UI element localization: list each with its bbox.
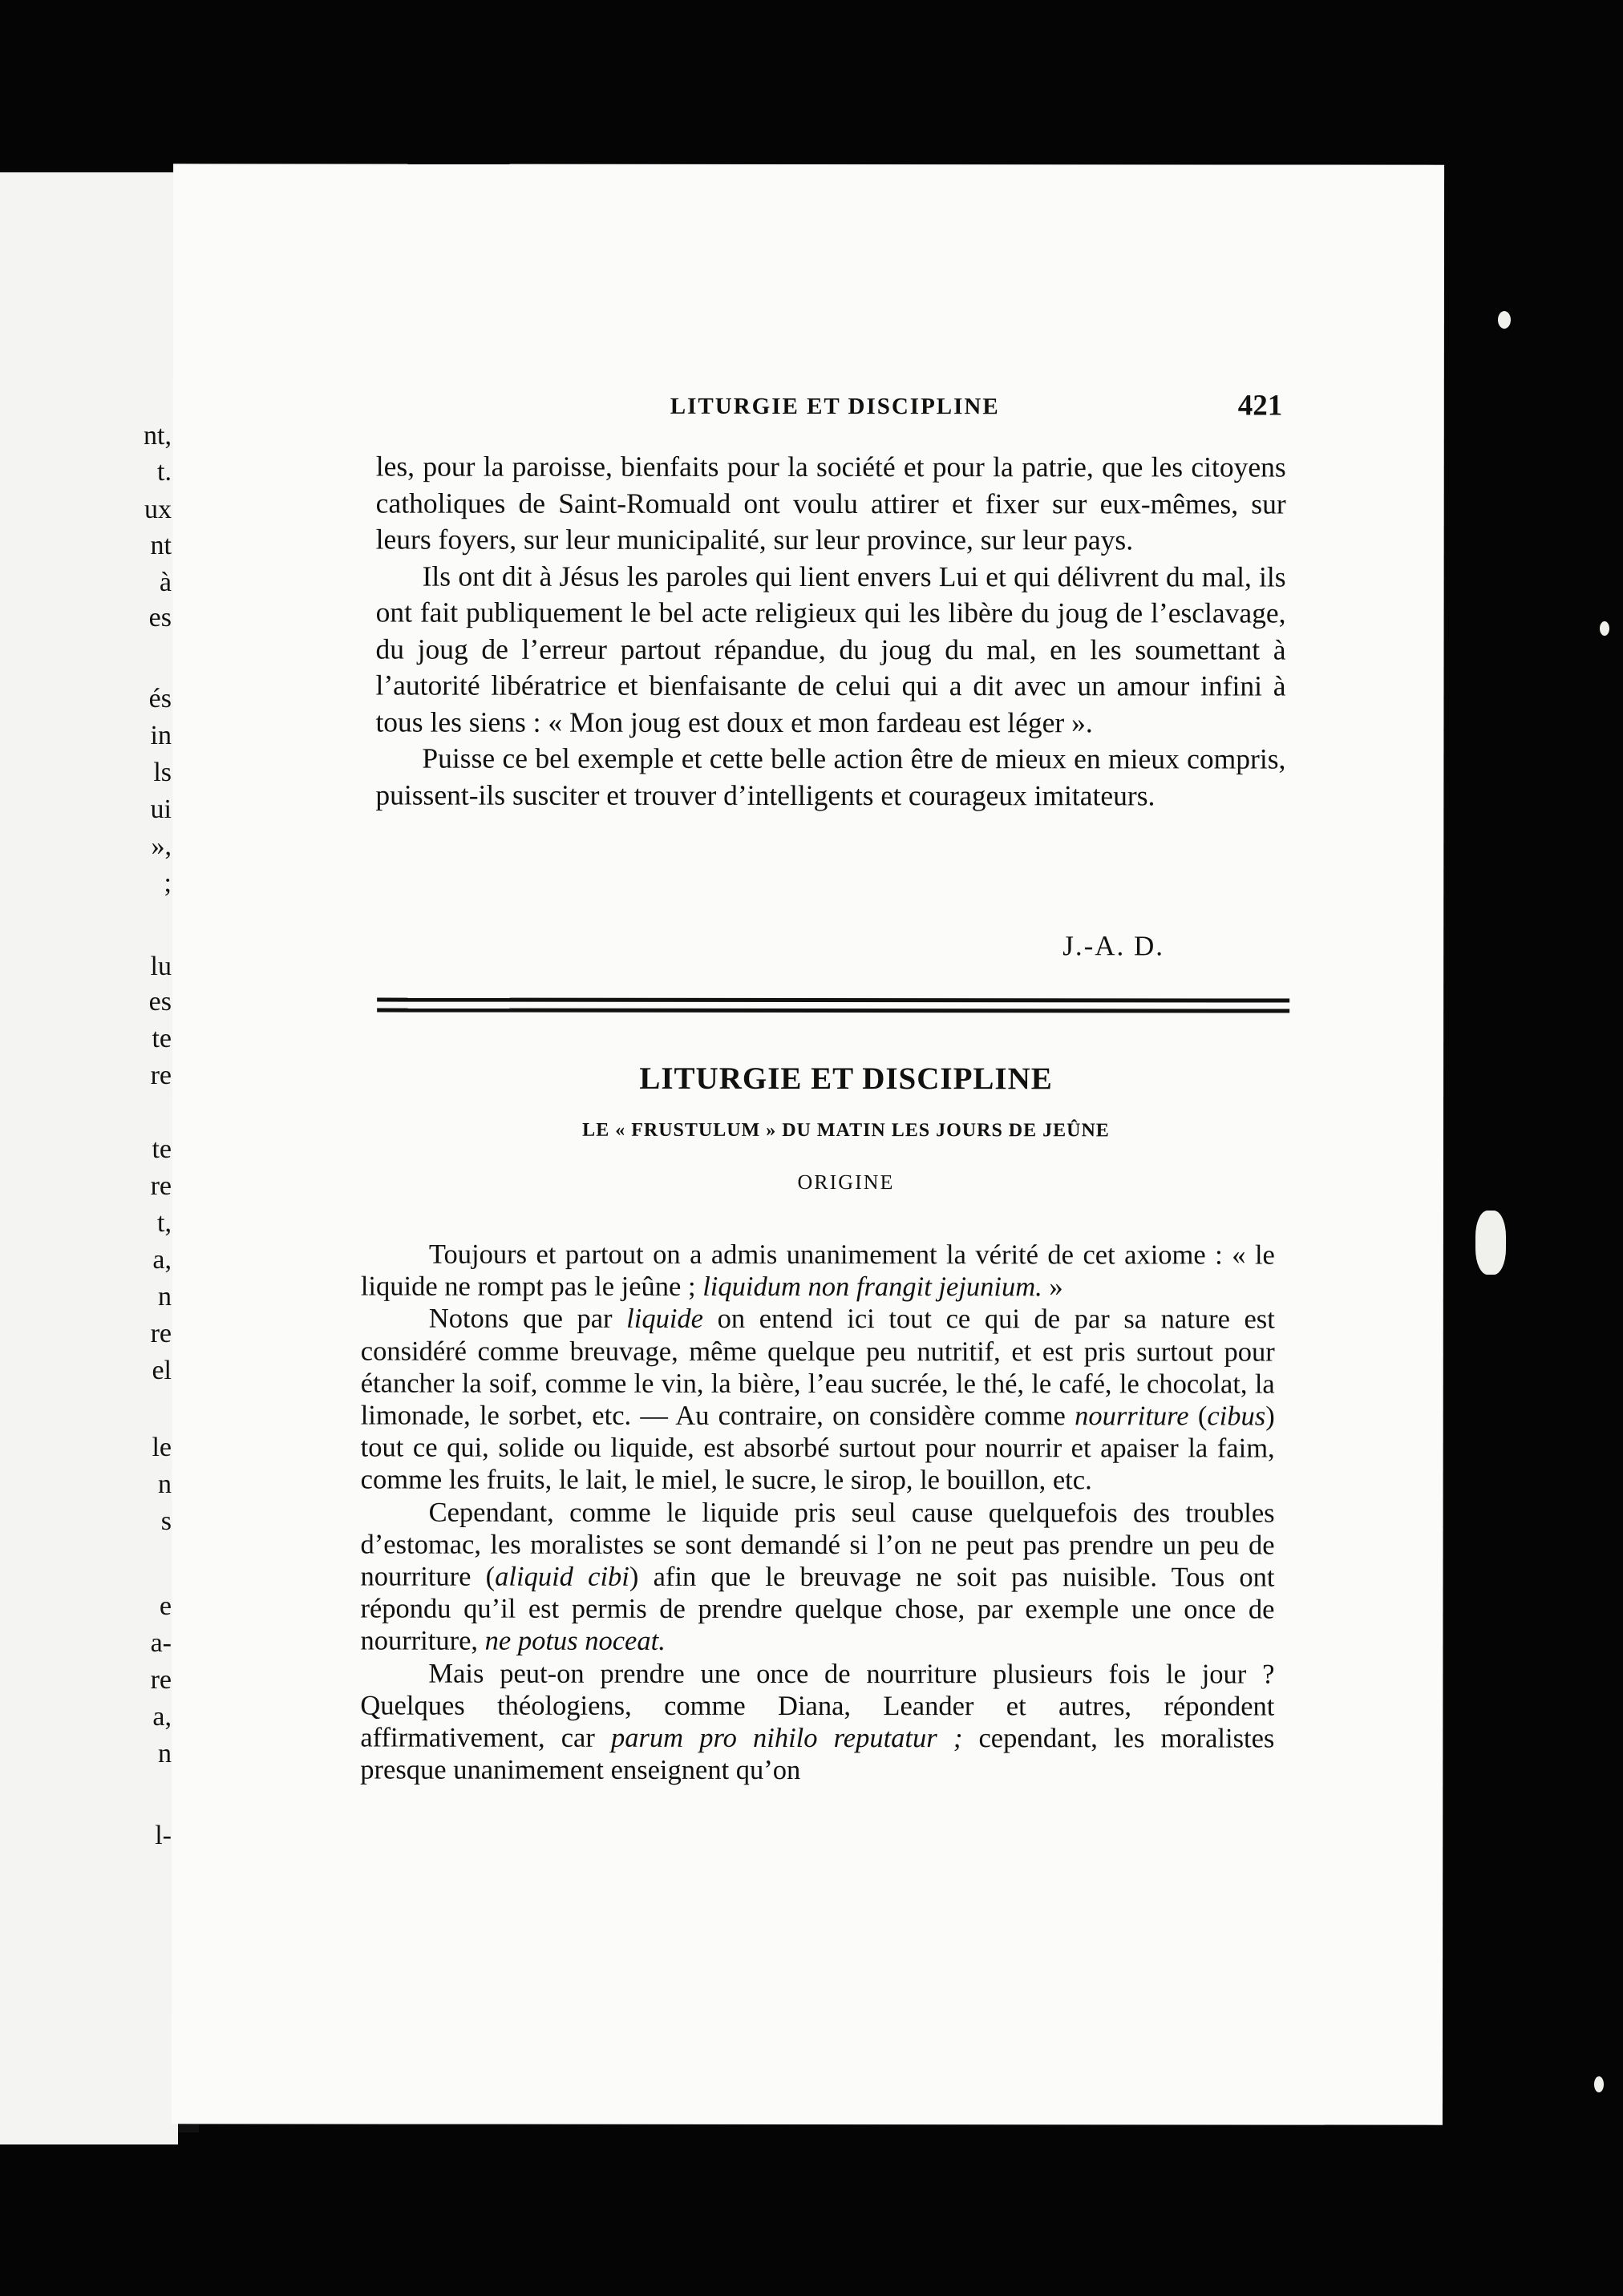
left-page-fragment: t. <box>157 457 172 487</box>
running-head: LITURGIE ET DISCIPLINE <box>670 393 1000 420</box>
text-run: ( <box>1188 1401 1208 1432</box>
left-page-fragment: ; <box>164 868 172 898</box>
left-page-fragment: re <box>150 1061 172 1090</box>
left-page-fragment: és <box>148 684 172 713</box>
left-page-fragment: à <box>159 568 172 597</box>
left-page-fragment: ux <box>144 495 172 524</box>
continued-article <box>375 449 1285 815</box>
author-signature: J.-A. D. <box>1062 930 1165 962</box>
left-page-fragment: », <box>151 831 172 861</box>
scan-speck <box>1498 311 1511 329</box>
term: liquide <box>626 1304 704 1335</box>
paragraph <box>361 1303 1275 1497</box>
latin-phrase: aliquid cibi <box>495 1561 629 1592</box>
text-run: ) tout ce qui, solide ou liquide, est absorbé surtout pour nourrir et apaiser la faim, comme les fruits, le lait, le miel, le sucre, le sirop, le bouillon, etc. <box>360 1401 1275 1496</box>
article-body <box>360 1239 1275 1787</box>
left-page-fragment: es <box>148 987 172 1017</box>
paragraph: Ils ont dit à Jésus les paroles qui lient envers Lui et qui délivrent du mal, ils ont fait publiquement le bel acte religieux qui les libère du joug de l’esclavage, du joug de l’erreur partout répandue, du joug du mal, en les soumettant à l’autorité libératrice et bienfaisante de celui qui a dit avec un amour infini à tous les siens : « Mon joug est doux et mon fardeau est léger ». <box>375 560 1286 738</box>
left-page-fragment: e <box>159 1591 172 1621</box>
text-run: Notons que par <box>428 1303 627 1335</box>
scan-speck <box>1475 1211 1506 1275</box>
left-page-fragment: n <box>158 1282 172 1312</box>
left-page-fragment: nt, <box>144 421 172 451</box>
left-page-fragment: el <box>152 1356 172 1385</box>
paragraph <box>360 1657 1274 1787</box>
left-page-fragment: a- <box>150 1628 172 1658</box>
section-divider <box>377 998 1289 1003</box>
paragraph: Puisse ce bel exemple et cette belle action être de mieux en mieux compris, puissent-ils susciter et trouver d’intelligents et courageux imitateurs. <box>375 742 1286 811</box>
left-page-fragment: a, <box>152 1702 172 1732</box>
left-page-fragment: le <box>152 1433 172 1462</box>
text-run: cependant, les moralistes presque unanimement enseignent qu’on <box>360 1723 1275 1786</box>
latin-phrase: cibus <box>1207 1401 1266 1432</box>
scan-speck <box>1594 2076 1604 2092</box>
left-page-fragment: n <box>158 1469 172 1499</box>
left-page-fragment: ui <box>150 794 172 824</box>
section-title: LITURGIE ET DISCIPLINE <box>639 1061 1053 1097</box>
text-run: Toujours et partout on a admis unanimement la vérité de cet axiome : « le liquide ne rompt pas le jeûne ; <box>360 1239 1275 1303</box>
left-page-fragment: re <box>150 1171 172 1201</box>
paragraph <box>361 1239 1275 1304</box>
text-run: ) afin que le breuvage ne soit pas nuisible. Tous ont répondu qu’il est permis de prendre quelque chose, par exemple une once de nourriture, <box>360 1561 1275 1657</box>
term: nourriture <box>1075 1401 1189 1432</box>
left-page-fragment: s <box>160 1506 172 1536</box>
latin-phrase: ne potus noceat. <box>484 1626 666 1657</box>
section-heading: ORIGINE <box>797 1170 895 1194</box>
left-page-fragment: ls <box>153 758 172 787</box>
scan-speck <box>1600 621 1609 636</box>
left-page-fragment: re <box>150 1665 172 1695</box>
left-page-fragment: in <box>150 721 172 750</box>
page-number: 421 <box>1237 389 1283 422</box>
text-run: Mais peut-on prendre une once de nourriture plusieurs fois le jour ? Quelques théologiens, comme Diana, Leander et autres, répondent affirmativement, car <box>360 1658 1275 1753</box>
latin-phrase: parum pro nihilo reputatur ; <box>610 1722 963 1754</box>
left-page-fragment: a, <box>152 1245 172 1275</box>
latin-phrase: liquidum non frangit jejunium. <box>702 1271 1042 1303</box>
left-page-fragment: re <box>150 1319 172 1348</box>
left-page-fragment: es <box>148 603 172 633</box>
left-page-fragment: lu <box>150 952 172 981</box>
book-page <box>172 164 1444 2124</box>
left-page-fragment: te <box>152 1134 172 1164</box>
left-page-edge <box>0 172 178 2144</box>
text-run: Cependant, comme le liquide pris seul cause quelquefois des troubles d’estomac, les moralistes se sont demandé si l’on ne peut pas prendre un peu de nourriture ( <box>360 1497 1275 1592</box>
left-page-fragment: n <box>158 1739 172 1768</box>
text-run: on entend ici tout ce qui de par sa nature est considéré comme breuvage, même quelque peu nutritif, et est pris surtout pour étancher la soif, comme le vin, la bière, l’eau sucrée, le thé, le café, le chocolat, la limonade, le sorbet, etc. — Au contraire, on considère comme <box>360 1304 1275 1432</box>
paragraph: les, pour la paroisse, bienfaits pour la société et pour la patrie, que les citoyens catholiques de Saint-Romuald ont voulu attirer et fixer sur eux-mêmes, sur leurs foyers, sur leur municipalité, sur leur province, sur leur pays. <box>375 450 1286 556</box>
section-subtitle: LE « FRUSTULUM » DU MATIN LES JOURS DE JEÛNE <box>582 1119 1110 1142</box>
text-run: » <box>1042 1271 1063 1303</box>
section-divider <box>377 1009 1289 1013</box>
left-page-fragment: l- <box>155 1821 172 1850</box>
left-page-fragment: t, <box>157 1208 172 1238</box>
paragraph <box>360 1496 1274 1658</box>
left-page-fragment: nt <box>150 531 172 560</box>
left-page-fragment: te <box>152 1024 172 1053</box>
